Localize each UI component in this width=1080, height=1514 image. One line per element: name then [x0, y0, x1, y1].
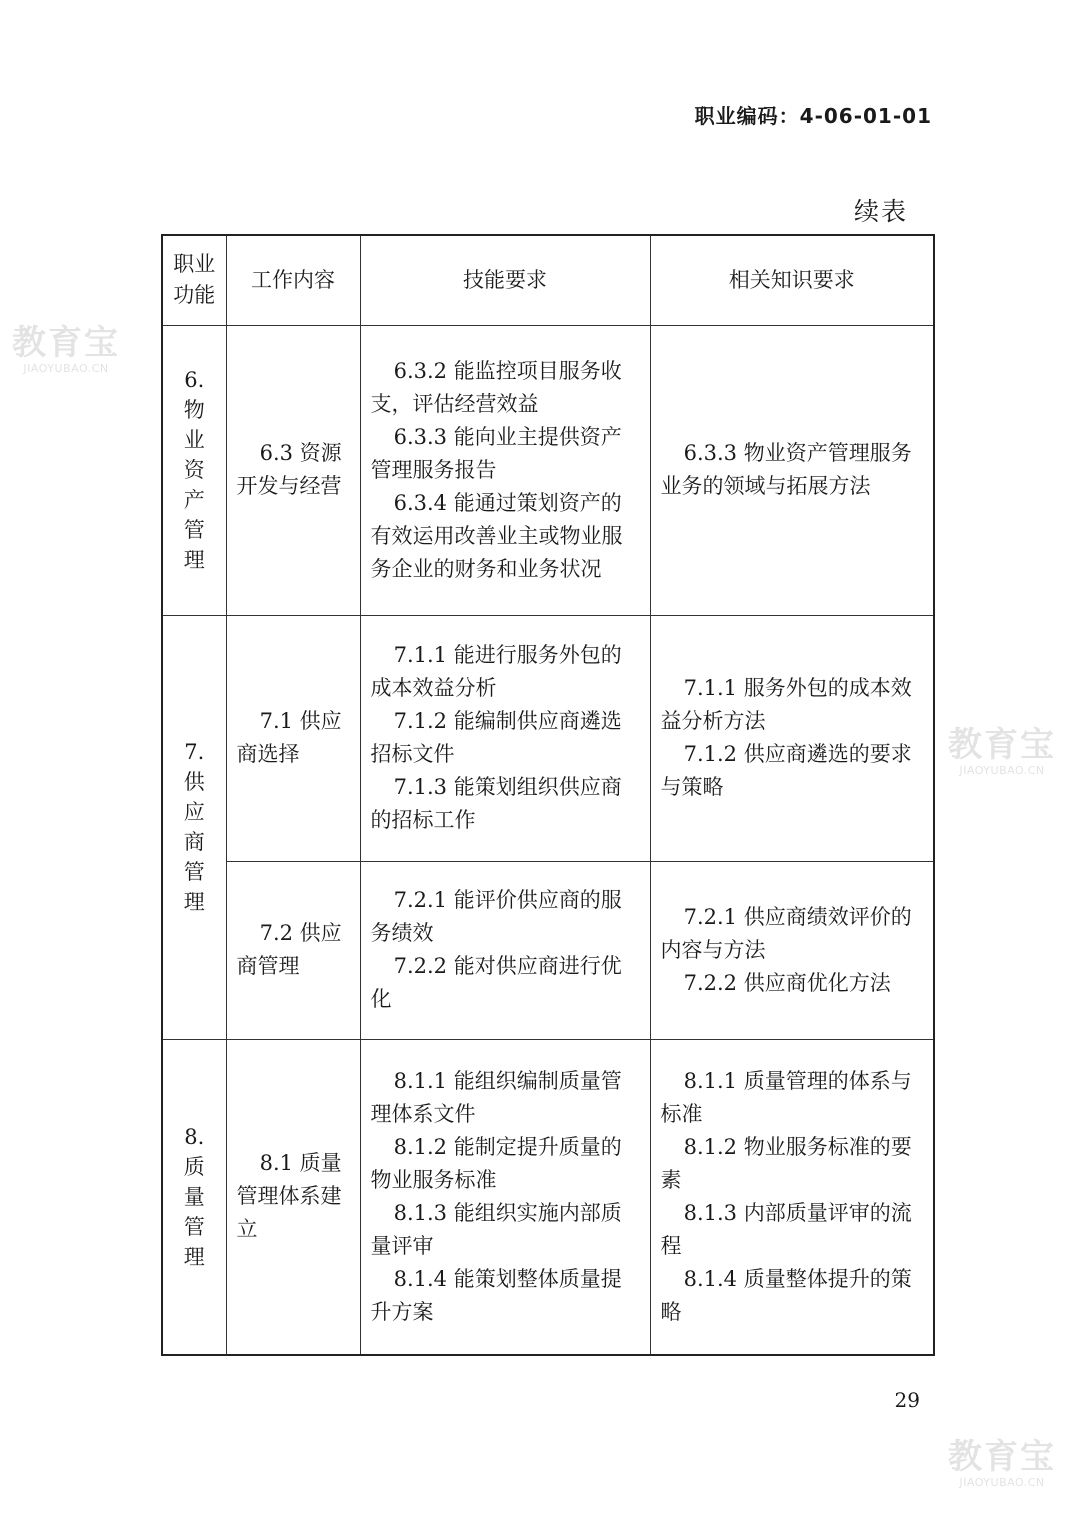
watermark-logo	[948, 1437, 1056, 1489]
header-work-content: 工作内容	[226, 235, 360, 325]
skill-item: 7.1.1 能进行服务外包的成本效益分析	[370, 643, 622, 700]
header-function-line-2: 功能	[173, 283, 216, 308]
watermark-name: 教育宝	[948, 1437, 1056, 1477]
knowledge-item: 8.1.4 质量整体提升的策略	[660, 1266, 912, 1324]
function-name: 供应商管理	[183, 770, 205, 914]
knowledge-cell	[650, 861, 934, 1039]
watermark-name: 教育宝	[12, 323, 120, 363]
skill-item: 6.3.3 能向业主提供资产管理服务报告	[370, 424, 622, 482]
knowledge-item: 7.2.1 供应商绩效评价的内容与方法	[660, 904, 912, 962]
skill-item: 6.3.4 能通过策划资产的有效运用改善业主或物业服务企业的财务和业务状况	[370, 490, 623, 581]
page-number: 29	[894, 1388, 920, 1412]
watermark-name: 教育宝	[948, 725, 1056, 765]
skills-cell	[360, 615, 650, 861]
function-cell	[162, 325, 226, 615]
work-content-cell: 8.1 质量管理体系建立	[226, 1039, 360, 1355]
knowledge-cell	[650, 1039, 934, 1355]
function-cell	[162, 1039, 226, 1355]
skills-cell	[360, 325, 650, 615]
skill-item: 8.1.1 能组织编制质量管理体系文件	[370, 1068, 622, 1126]
occupation-code: 职业编码：4-06-01-01	[694, 104, 932, 128]
skill-item: 8.1.3 能组织实施内部质量评审	[370, 1200, 622, 1258]
table-header-row	[162, 235, 934, 325]
knowledge-item: 8.1.3 内部质量评审的流程	[660, 1200, 912, 1258]
table-row	[162, 1039, 934, 1355]
knowledge-cell	[650, 325, 934, 615]
knowledge-item: 8.1.2 物业服务标准的要素	[660, 1134, 912, 1192]
watermark-url: JIAOYUBAO.CN	[23, 362, 109, 375]
skills-cell	[360, 861, 650, 1039]
header-knowledge-requirements: 相关知识要求	[650, 235, 934, 325]
skill-item: 7.1.3 能策划组织供应商的招标工作	[370, 775, 622, 832]
knowledge-item: 8.1.1 质量管理的体系与标准	[660, 1068, 912, 1126]
knowledge-item: 7.1.2 供应商遴选的要求与策略	[660, 742, 912, 799]
knowledge-item: 6.3.3 物业资产管理服务业务的领域与拓展方法	[660, 441, 912, 498]
function-name: 物业资产管理	[183, 398, 205, 572]
watermark-url: JIAOYUBAO.CN	[959, 764, 1045, 777]
skill-item: 8.1.4 能策划整体质量提升方案	[370, 1266, 622, 1324]
continued-label: 续表	[853, 197, 908, 226]
watermark-logo	[948, 725, 1056, 777]
skill-item: 7.2.2 能对供应商进行优化	[370, 954, 622, 1011]
table-row	[162, 861, 934, 1039]
function-name: 质量管理	[183, 1154, 205, 1269]
work-content-cell: 7.2 供应商管理	[226, 861, 360, 1039]
skills-table	[161, 234, 935, 1356]
function-number: 8.	[184, 1124, 205, 1149]
header-function	[162, 235, 226, 325]
work-content-cell: 7.1 供应商选择	[226, 615, 360, 861]
knowledge-item: 7.1.1 服务外包的成本效益分析方法	[660, 676, 912, 733]
watermark-url: JIAOYUBAO.CN	[959, 1476, 1045, 1489]
table-row	[162, 325, 934, 615]
function-number: 7.	[184, 740, 205, 764]
skill-item: 6.3.2 能监控项目服务收支，评估经营效益	[370, 358, 622, 416]
header-skill-requirements: 技能要求	[360, 235, 650, 325]
header-function-line-1: 职业	[173, 252, 216, 277]
knowledge-item: 7.2.2 供应商优化方法	[683, 970, 891, 995]
skills-cell	[360, 1039, 650, 1355]
knowledge-cell	[650, 615, 934, 861]
skill-item: 7.1.2 能编制供应商遴选招标文件	[370, 709, 622, 766]
function-number: 6.	[184, 368, 205, 392]
work-content-cell: 6.3 资源开发与经营	[226, 325, 360, 615]
function-cell	[162, 615, 226, 1039]
watermark-logo	[12, 323, 120, 375]
skill-item: 7.2.1 能评价供应商的服务绩效	[370, 888, 622, 945]
skill-item: 8.1.2 能制定提升质量的物业服务标准	[370, 1134, 622, 1192]
table-row	[162, 615, 934, 861]
